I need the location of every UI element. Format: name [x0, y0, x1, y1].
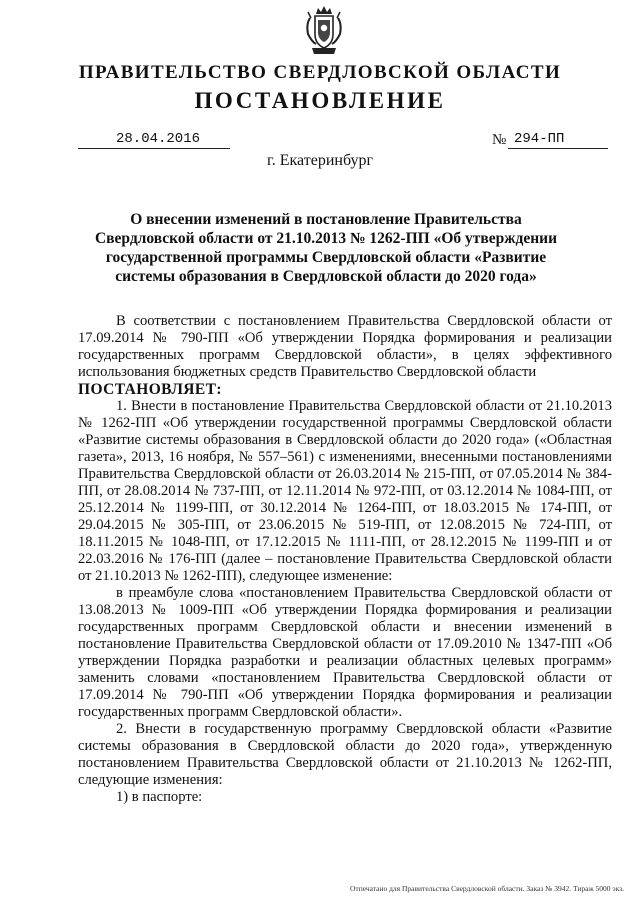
resolves-heading: ПОСТАНОВЛЯЕТ: [78, 381, 222, 398]
preamble-paragraph: В соответствии с постановлением Правительства Свердловской области от 17.09.2014 № 790-ПП «Об утверждении Порядка формирования и реализации государственных программ Свердловской области», в целях эффективного использования бюджетных средств Правительство Свердловской области [78, 313, 612, 380]
number-underline [508, 148, 608, 149]
document-type: ПОСТАНОВЛЕНИЕ [194, 88, 446, 113]
item-2-subitem-1: 1) в паспорте: [116, 789, 203, 805]
coat-of-arms-icon [302, 4, 346, 56]
decree-body [78, 313, 612, 806]
number-sign: № [492, 132, 507, 148]
date-underline [78, 148, 230, 149]
item-1-paragraph: 1. Внести в постановление Правительства Свердловской области от 21.10.2013 № 1262-ПП «Об утверждении государственной программы Свердловской области «Развитие системы образования в Свердловской области до 2020 года» («Областная газета», 2013, 16 ноября, № 557–561) с изменениями, внесенными постановлениями Правительства Свердловской области от 26.03.2014 № 215-ПП, от 07.05.2014 № 384-ПП, от 28.08.2014 № 737-ПП, от 12.11.2014 № 972-ПП, от 03.12.2014 № 1084-ПП, от 25.12.2014 № 1199-ПП, от 30.12.2014 № 1264-ПП, от 18.03.2015 № 174-ПП, от 29.04.2015 № 305-ПП, от 23.06.2015 № 519-ПП, от 12.08.2015 № 724-ПП, от 18.11.2015 № 1048-ПП, от 17.12.2015 № 1111-ПП, от 28.12.2015 № 1199-ПП и от 22.03.2016 № 176-ПП (далее – постановление Правительства Свердловской области от 21.10.2013 № 1262-ПП), следующее изменение: [78, 398, 612, 584]
item-1-change-paragraph: в преамбуле слова «постановлением Правительства Свердловской области от 13.08.2013 № 1009-ПП «Об утверждении Порядка формирования и реализации государственных программ Свердловской области и внесении изменений в постановление Правительства Свердловской области от 17.09.2010 № 1347-ПП «Об утверждении Порядка разработки и реализации областных целевых программ» заменить словами «постановлением Правительства Свердловской области от 17.09.2014 № 790-ПП «Об утверждении Порядка формирования и реализации государственных программ Свердловской области». [78, 585, 612, 720]
government-name: ПРАВИТЕЛЬСТВО СВЕРДЛОВСКОЙ ОБЛАСТИ [78, 62, 562, 83]
decree-title: О внесении изменений в постановление Правительства Свердловской области от 21.10.2013 № 1262-ПП «Об утверждении государственной программы Свердловской области «Развитие системы образования в Свердловской области до 2020 года» [94, 211, 558, 285]
item-2-paragraph: 2. Внести в государственную программу Свердловской области «Развитие системы образования в Свердловской области до 2020 года», утвержденную постановлением Правительства Свердловской области от 21.10.2013 № 1262-ПП, следующие изменения: [78, 721, 612, 788]
print-footer: Отпечатано для Правительства Свердловской области. Заказ № 3942. Тираж 5000 экз. [350, 884, 624, 893]
decree-date: 28.04.2016 [116, 131, 201, 147]
decree-number: 294-ПП [514, 131, 565, 147]
city-line: г. Екатеринбург [266, 152, 374, 169]
